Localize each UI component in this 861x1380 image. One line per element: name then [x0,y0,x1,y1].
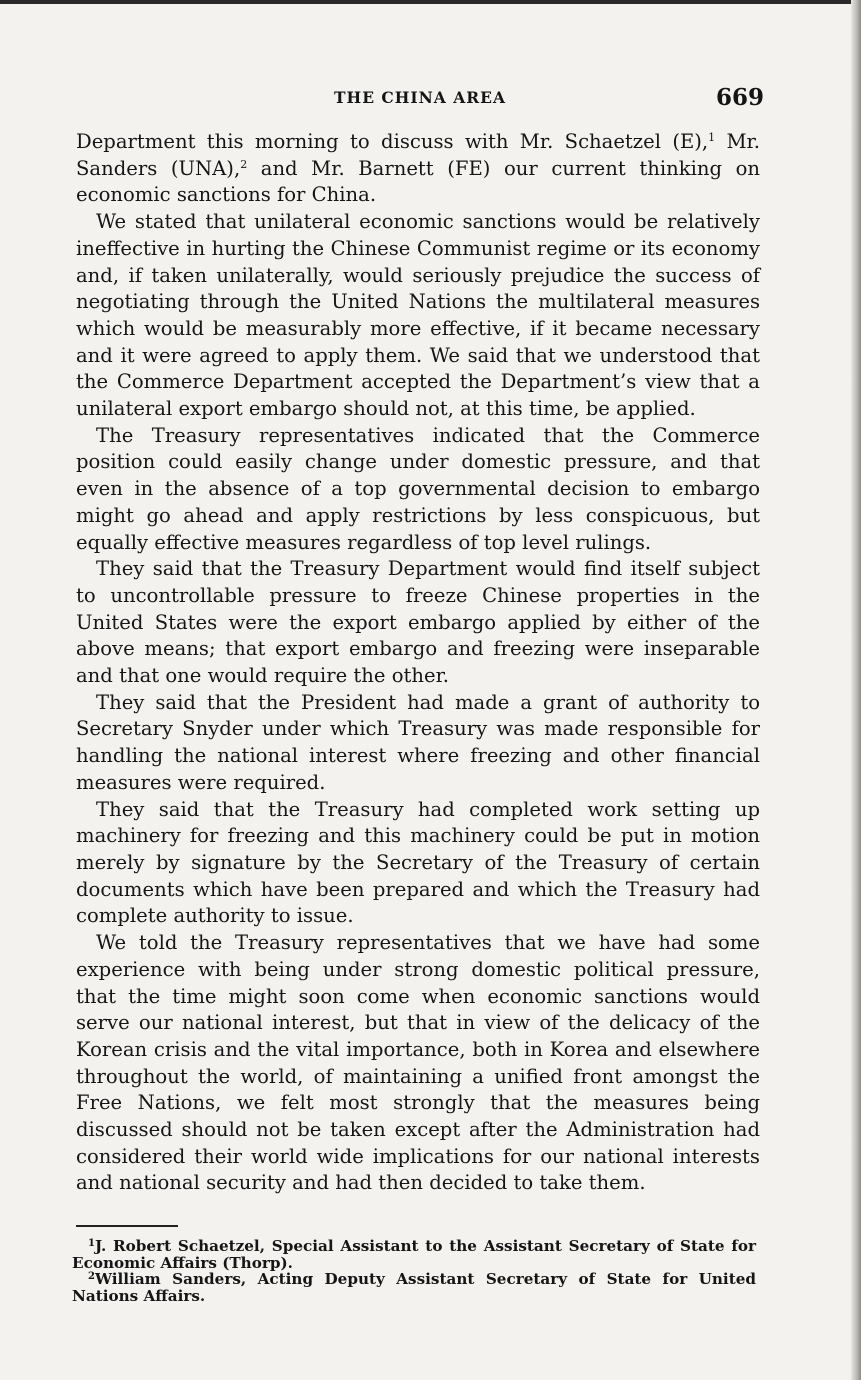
running-header [76,84,764,112]
footnote-1 [72,1238,756,1271]
footnote-1-marker: 1 [88,1238,95,1249]
paragraph-2: We stated that unilateral economic sanctions would be relatively ineffective in hurting the Chinese Communist regime or its economy and, if taken unilaterally, would seriously prejudice the success of negotiating through the United Nations the multilateral measures which would be measurably more effective, if it became necessary and it were agreed to apply them. We said that we understood that the Commerce Department accepted the Department’s view that a unilateral export embargo should not, at this time, be applied. [76,210,760,421]
paragraph-3: The Treasury representatives indicated that the Commerce position could easily change under domestic pressure, and that even in the absence of a top governmental decision to embargo might go ahead and apply restrictions by less conspicuous, but equally effective measures regardless of top level rulings. [76,423,760,554]
paragraph-5: They said that the President had made a grant of authority to Secretary Snyder under which Treasury was made responsible for handling the national interest where freezing and other financial measures were required. [76,690,760,794]
footnote-ref-2: 2 [240,157,248,171]
footnotes [72,1238,756,1304]
document-body [76,129,760,1197]
paragraph-4: They said that the Treasury Department would find itself subject to uncontrollable pressure to freeze Chinese properties in the United States were the export embargo applied by either of the above means; that export embargo and freezing were inseparable and that one would require the other. [76,557,760,688]
footnote-2 [72,1271,756,1304]
footnote-2-text: William Sanders, Acting Deputy Assistant Secretary of State for United Nations Affairs. [72,1270,756,1305]
page-number: 669 [715,84,764,111]
page-right-edge [851,0,861,1380]
paragraph-1-text-a: Department this morning to discuss with Mr. Schaetzel (E), [76,130,709,153]
paragraph-1-text-b: Mr. Sanders (UNA), [76,130,760,180]
running-head-title: THE CHINA AREA [334,88,506,107]
paragraph-7: We told the Treasury representatives that we have had some experience with being under strong domestic political pressure, that the time might soon come when economic sanctions would serve our national interest, but that in view of the delicacy of the Korean crisis and the vital importance, both in Korea and elsewhere throughout the world, of maintaining a unified front amongst the Free Nations, we felt most strongly that the measures being discussed should not be taken except after the Administration had considered their world wide implications for our national interests and national security and had then decided to take them. [76,931,760,1195]
footnote-1-text: J. Robert Schaetzel, Special Assistant to the Assistant Secretary of State for Economic Affairs (Thorp). [72,1237,756,1272]
footnote-2-marker: 2 [88,1271,95,1283]
page-top-edge [0,0,861,4]
paragraph-6: They said that the Treasury had completed work setting up machinery for freezing and this machinery could be put in motion merely by signature by the Secretary of the Treasury of certain documents which have been prepared and which the Treasury had complete authority to issue. [76,797,760,928]
paragraph-1-text-c: and Mr. Barnett (FE) our current thinking on economic sanctions for China. [76,156,760,207]
footnote-ref-1: 1 [708,131,716,144]
paragraph-1 [76,129,760,209]
footnote-divider [76,1225,178,1227]
